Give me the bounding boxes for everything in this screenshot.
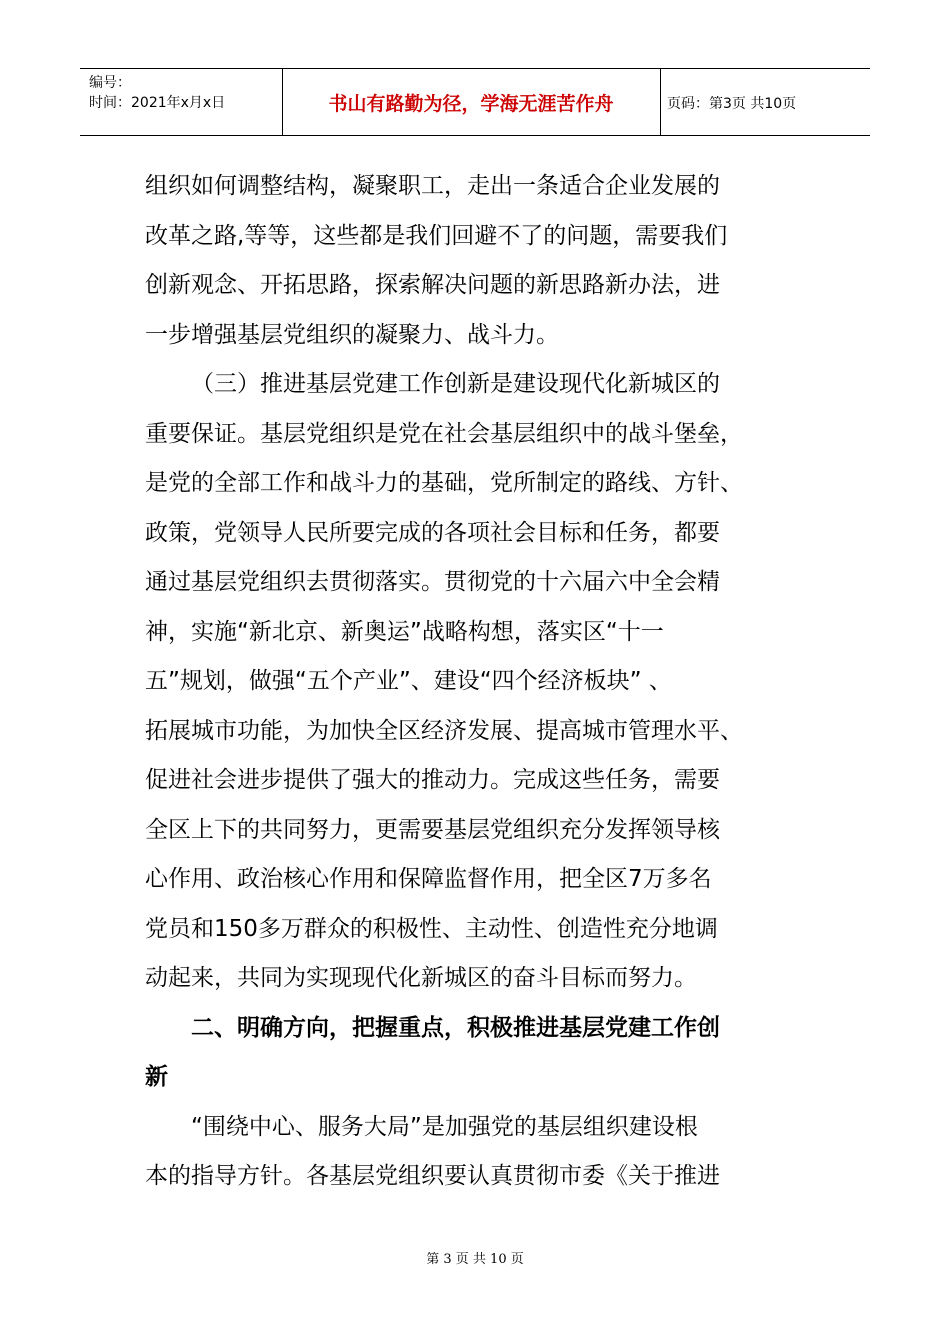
body-line: 改革之路,等等，这些都是我们回避不了的问题，需要我们 [145, 222, 728, 249]
body-line: （三）推进基层党建工作创新是建设现代化新城区的 [191, 371, 720, 397]
body-line: 拓展城市功能，为加快全区经济发展、提高城市管理水平、 [145, 717, 743, 744]
header-page-info: 页码：第3页 共10页 [667, 95, 797, 112]
body-line: 重要保证。基层党组织是党在社会基层组织中的战斗堡垒， [145, 420, 743, 447]
body-line: 组织如何调整结构，凝聚职工，走出一条适合企业发展的 [145, 173, 720, 199]
page-header [80, 68, 870, 136]
body-line: 一步增强基层党组织的凝聚力、战斗力。 [145, 321, 559, 348]
body-line: 创新观念、开拓思路，探索解决问题的新思路新办法，进 [145, 272, 720, 298]
document-number-label: 编号： [89, 75, 131, 91]
section-heading: 二、明确方向，把握重点，积极推进基层党建工作创 [191, 1014, 720, 1041]
body-line: 是党的全部工作和战斗力的基础，党所制定的路线、方针、 [145, 470, 743, 496]
body-line: 本的指导方针。各基层党组织要认真贯彻市委《关于推进 [145, 1163, 720, 1189]
body-line: 动起来，共同为实现现代化新城区的奋斗目标而努力。 [145, 965, 697, 991]
body-line: 五”规划，做强“五个产业”、建设“四个经济板块” 、 [145, 668, 672, 694]
header-divider-right [660, 69, 661, 135]
header-meta [89, 73, 225, 113]
page-footer: 第 3 页 共 10 页 [426, 1252, 524, 1267]
body-line: “围绕中心、服务大局”是加强党的基层组织建设根 [191, 1113, 698, 1140]
body-line: 全区上下的共同努力，更需要基层党组织充分发挥领导核 [145, 816, 720, 843]
body-line: 政策，党领导人民所要完成的各项社会目标和任务，都要 [145, 519, 720, 546]
header-motto: 书山有路勤为径，学海无涯苦作舟 [328, 93, 614, 115]
body-line: 心作用、政治核心作用和保障监督作用，把全区7万多名 [145, 866, 712, 892]
document-body [145, 162, 795, 1202]
document-time-label: 时间：2021年x月x日 [89, 95, 226, 111]
body-line: 党员和150多万群众的积极性、主动性、创造性充分地调 [145, 915, 718, 942]
section-heading-continued: 新 [145, 1064, 168, 1090]
body-line: 通过基层党组织去贯彻落实。贯彻党的十六届六中全会精 [145, 569, 720, 595]
body-line: 神，实施“新北京、新奥运”战略构想，落实区“十一 [145, 618, 664, 645]
body-line: 促进社会进步提供了强大的推动力。完成这些任务，需要 [145, 767, 720, 793]
